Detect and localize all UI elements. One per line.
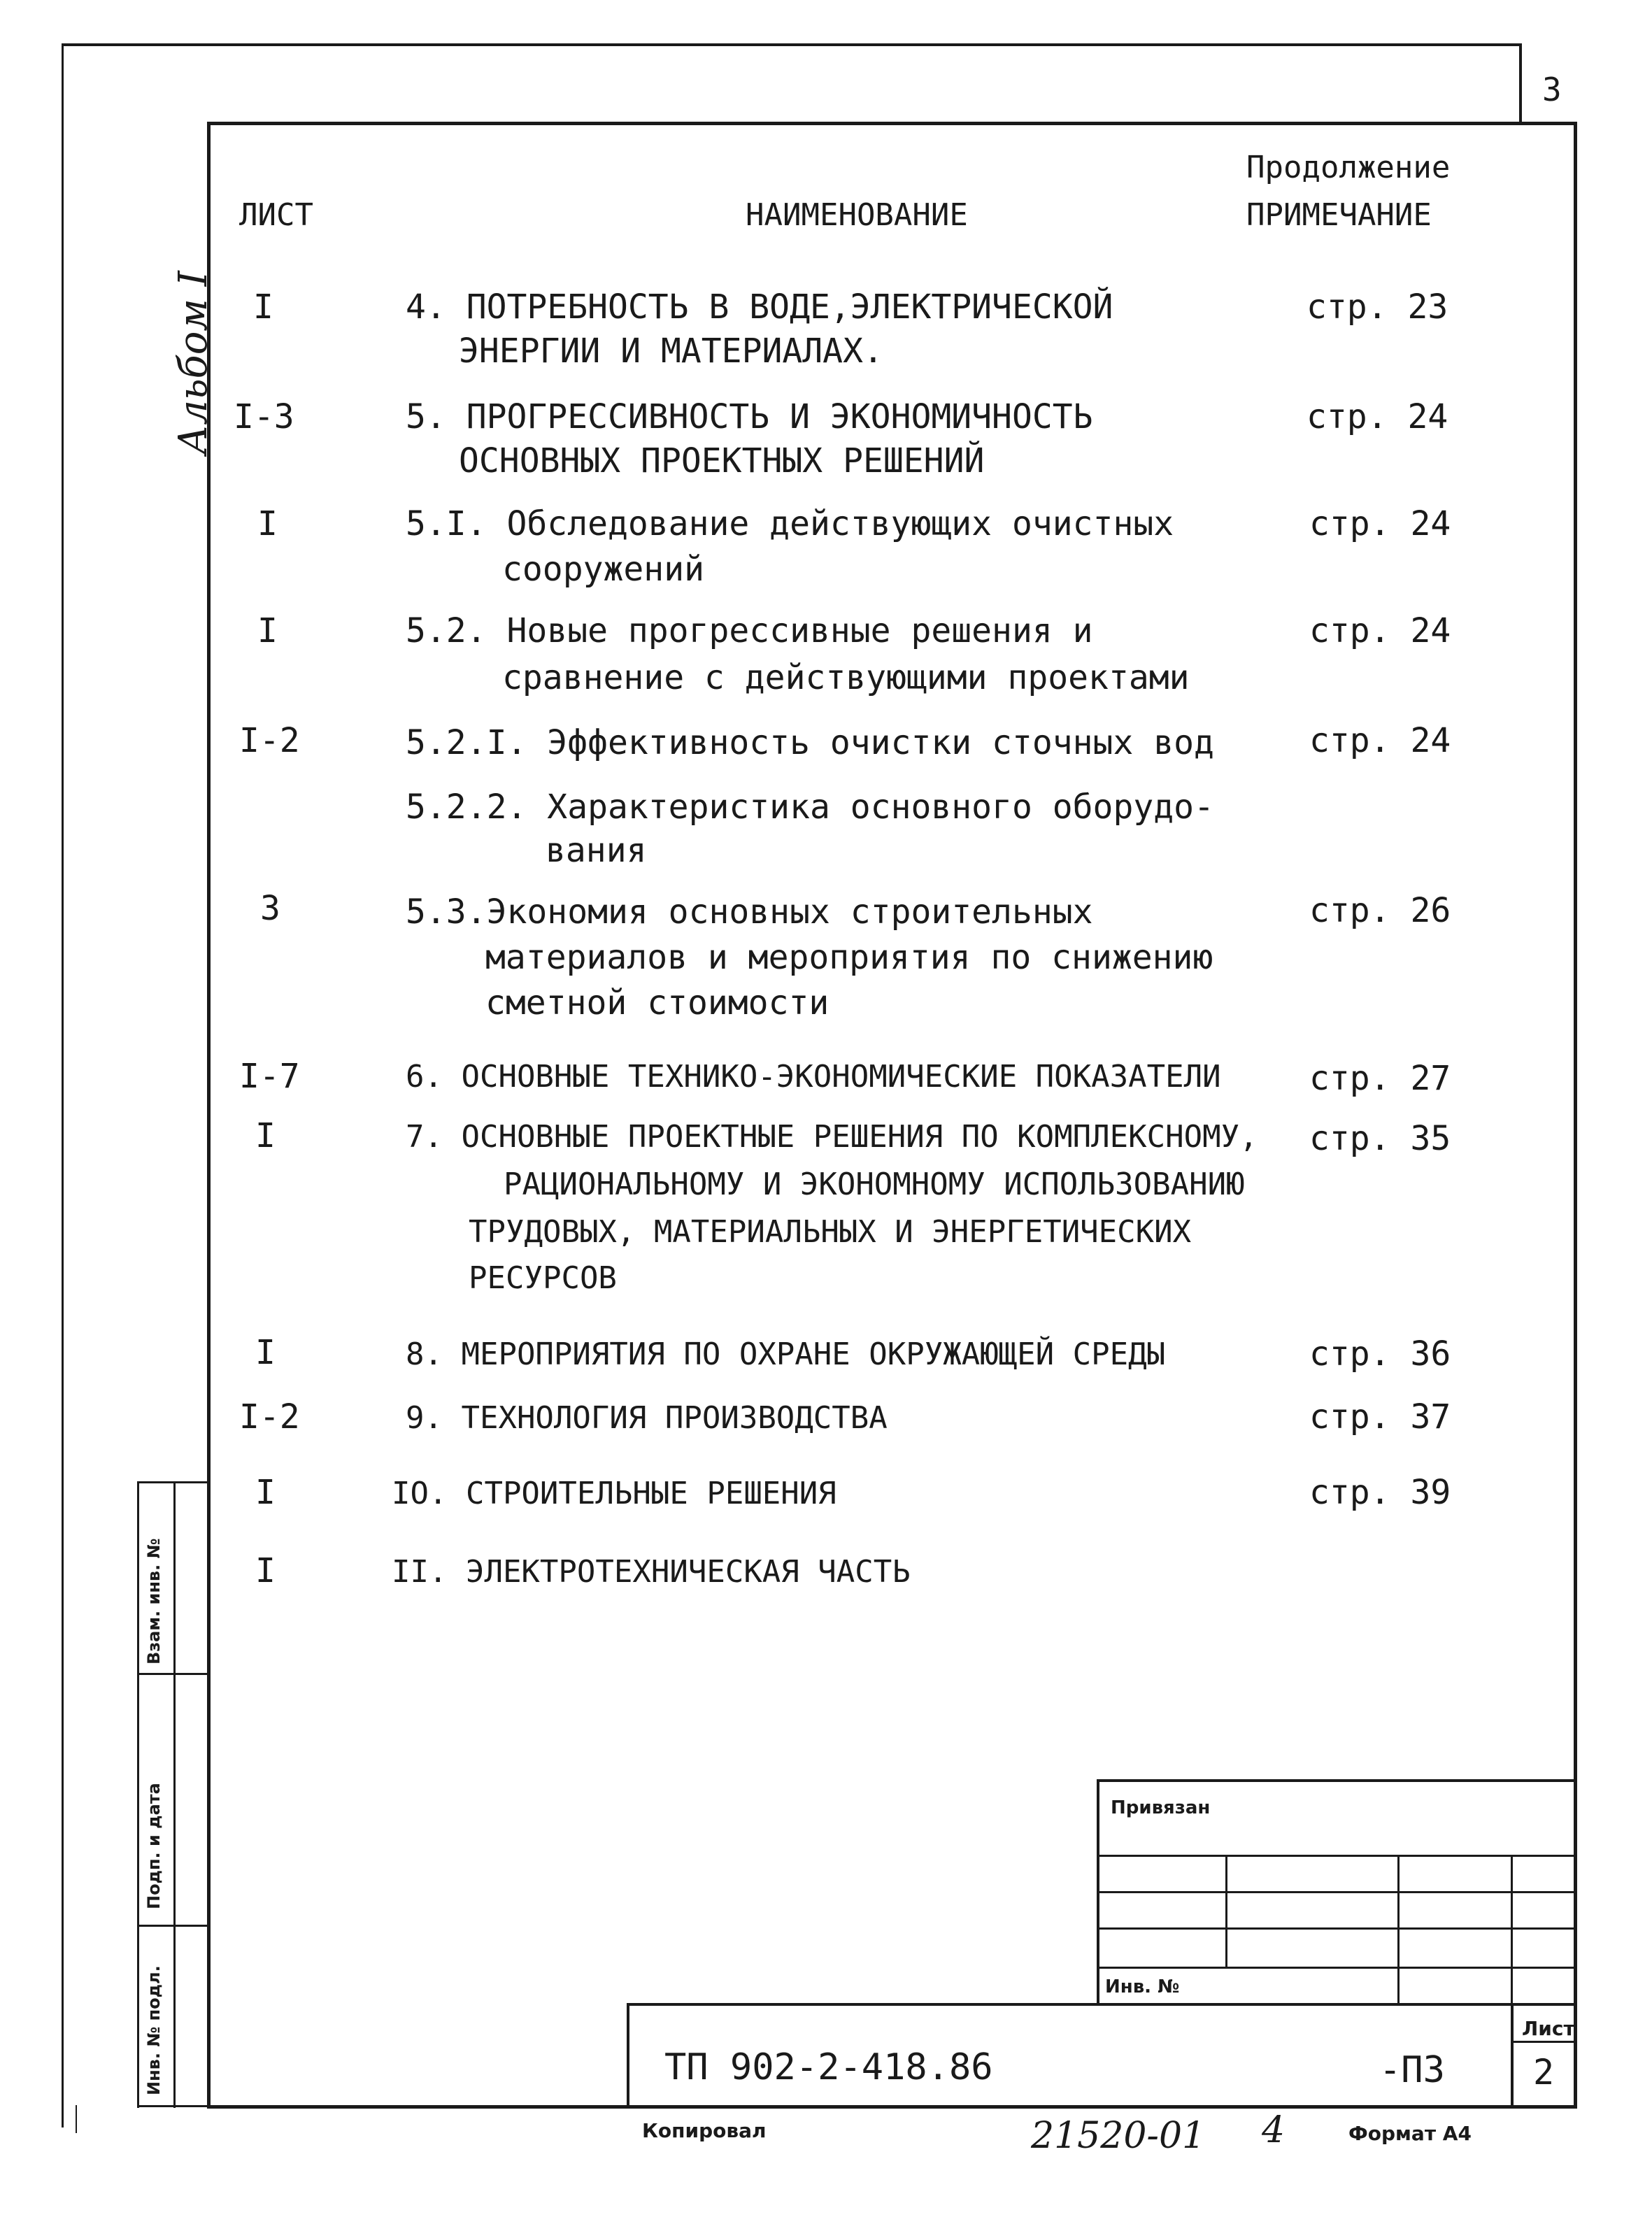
frame-top [207, 122, 1575, 125]
doc-suffix: -ПЗ [1379, 2049, 1445, 2091]
row-note: стр. 24 [1309, 721, 1451, 760]
privyazan-row4 [1097, 1967, 1577, 1969]
privyazan-label: Привязан [1111, 1797, 1211, 1818]
margin-line [76, 2105, 77, 2133]
row-title-line: 5.2.2. Характеристика основного оборудо- [406, 787, 1214, 827]
outer-top-border [62, 43, 1522, 46]
row-title-line: 7. ОСНОВНЫЕ ПРОЕКТНЫЕ РЕШЕНИЯ ПО КОМПЛЕКСНОМУ, [406, 1119, 1258, 1155]
doc-code: ТП 902-2-418.86 [664, 2046, 993, 2088]
privyazan-row1 [1097, 1855, 1577, 1857]
side-stamp-top [137, 1481, 210, 1483]
row-sheet: I [253, 287, 273, 327]
copied-label: Копировал [642, 2119, 767, 2142]
row-note: стр. 35 [1309, 1119, 1451, 1158]
row-note: стр. 24 [1306, 397, 1448, 436]
row-title-line: II. ЭЛЕКТРОТЕХНИЧЕСКАЯ ЧАСТЬ [392, 1554, 911, 1590]
row-sheet: I [255, 1473, 276, 1512]
row-title-line: РЕСУРСОВ [469, 1260, 617, 1296]
privyazan-col2 [1397, 1855, 1400, 2006]
frame-bottom [207, 2105, 1577, 2109]
privyazan-row2 [1097, 1891, 1577, 1893]
row-title-line: ОСНОВНЫХ ПРОЕКТНЫХ РЕШЕНИЙ [459, 441, 985, 480]
format-label: Формат А4 [1348, 2122, 1472, 2145]
row-sheet: I [255, 1551, 276, 1590]
row-title-line: материалов и мероприятия по снижению [485, 938, 1213, 977]
side-stamp-inner-line [173, 1481, 176, 2108]
row-sheet: I [255, 1116, 276, 1155]
order-sub: 4 [1262, 2109, 1286, 2151]
row-title-line: 6. ОСНОВНЫЕ ТЕХНИКО-ЭКОНОМИЧЕСКИЕ ПОКАЗАТЕЛИ [406, 1059, 1221, 1095]
row-sheet: I-2 [239, 721, 300, 760]
frame-right [1574, 122, 1577, 2108]
privyazan-col1 [1225, 1855, 1227, 1967]
sheet-cell-divider [1511, 2041, 1577, 2043]
row-title-line: ЭНЕРГИИ И МАТЕРИАЛАХ. [459, 332, 883, 371]
row-note: стр. 24 [1309, 611, 1451, 650]
privyazan-col3 [1511, 1855, 1513, 2006]
podp-data-label: Подп. и дата [144, 1783, 164, 1909]
row-title-line: 8. МЕРОПРИЯТИЯ ПО ОХРАНЕ ОКРУЖАЮЩЕЙ СРЕДЫ [406, 1337, 1166, 1372]
column-name-header: НАИМЕНОВАНИЕ [746, 197, 968, 233]
row-title-line: сооружений [502, 550, 704, 589]
row-note: стр. 24 [1309, 504, 1451, 543]
sheet-label: Лист [1522, 2017, 1575, 2040]
column-note-header: ПРИМЕЧАНИЕ [1246, 197, 1432, 233]
row-note: стр. 36 [1309, 1334, 1451, 1374]
row-title-line: РАЦИОНАЛЬНОМУ И ЭКОНОМНОМУ ИСПОЛЬЗОВАНИЮ [504, 1167, 1245, 1202]
row-title-line: вания [546, 831, 647, 870]
page-number-box-left [1519, 43, 1522, 122]
row-title-line: 9. ТЕХНОЛОГИЯ ПРОИЗВОДСТВА [406, 1400, 888, 1436]
row-title-line: 5.2.I. Эффективность очистки сточных вод [406, 723, 1214, 762]
row-sheet: I [257, 611, 278, 650]
row-title-line: ТРУДОВЫХ, МАТЕРИАЛЬНЫХ И ЭНЕРГЕТИЧЕСКИХ [469, 1214, 1192, 1250]
stamp-top [627, 2003, 1577, 2006]
row-title-line: 5.3.Экономия основных строительных [406, 892, 1093, 932]
row-note: стр. 27 [1309, 1059, 1451, 1098]
row-sheet: I-3 [234, 397, 294, 436]
page-number: 3 [1542, 71, 1562, 108]
stamp-left [627, 2003, 629, 2108]
side-stamp-div1 [137, 1673, 210, 1675]
inv-podl-label: Инв. № подл. [144, 1965, 164, 2095]
outer-left-border [62, 43, 64, 2127]
row-note: стр. 26 [1309, 891, 1451, 930]
privyazan-row3 [1097, 1927, 1577, 1930]
order-number: 21520-01 [1031, 2115, 1206, 2157]
row-sheet: I [257, 504, 278, 543]
row-title-line: 4. ПОТРЕБНОСТЬ В ВОДЕ,ЭЛЕКТРИЧЕСКОЙ [406, 287, 1113, 327]
row-sheet: 3 [260, 889, 280, 928]
row-title-line: 5.I. Обследование действующих очистных [406, 504, 1174, 543]
row-title-line: сравнение с действующими проектами [502, 658, 1190, 697]
album-label: Альбом I [171, 271, 216, 455]
privyazan-top [1097, 1779, 1577, 1782]
sheet-number: 2 [1533, 2052, 1555, 2093]
row-note: стр. 39 [1309, 1473, 1451, 1512]
row-sheet: I-7 [239, 1057, 300, 1096]
row-title-line: 5.2. Новые прогрессивные решения и [406, 611, 1093, 650]
continuation-label: Продолжение [1246, 150, 1451, 185]
column-sheet-header: ЛИСТ [239, 197, 313, 233]
side-stamp-bottom [137, 2105, 210, 2107]
row-title-line: IO. СТРОИТЕЛЬНЫЕ РЕШЕНИЯ [392, 1476, 836, 1511]
row-title-line: 5. ПРОГРЕССИВНОСТЬ И ЭКОНОМИЧНОСТЬ [406, 397, 1093, 436]
inv-no-label: Инв. № [1105, 1976, 1180, 1997]
sheet-cell-left [1511, 2003, 1514, 2108]
side-stamp-outer-line [137, 1481, 139, 2108]
row-sheet: I-2 [239, 1397, 300, 1437]
row-note: стр. 23 [1306, 287, 1448, 327]
vzam-inv-label: Взам. инв. № [144, 1538, 164, 1665]
row-title-line: сметной стоимости [485, 983, 829, 1022]
row-note: стр. 37 [1309, 1397, 1451, 1437]
row-sheet: I [255, 1333, 276, 1372]
side-stamp-div2 [137, 1925, 210, 1927]
